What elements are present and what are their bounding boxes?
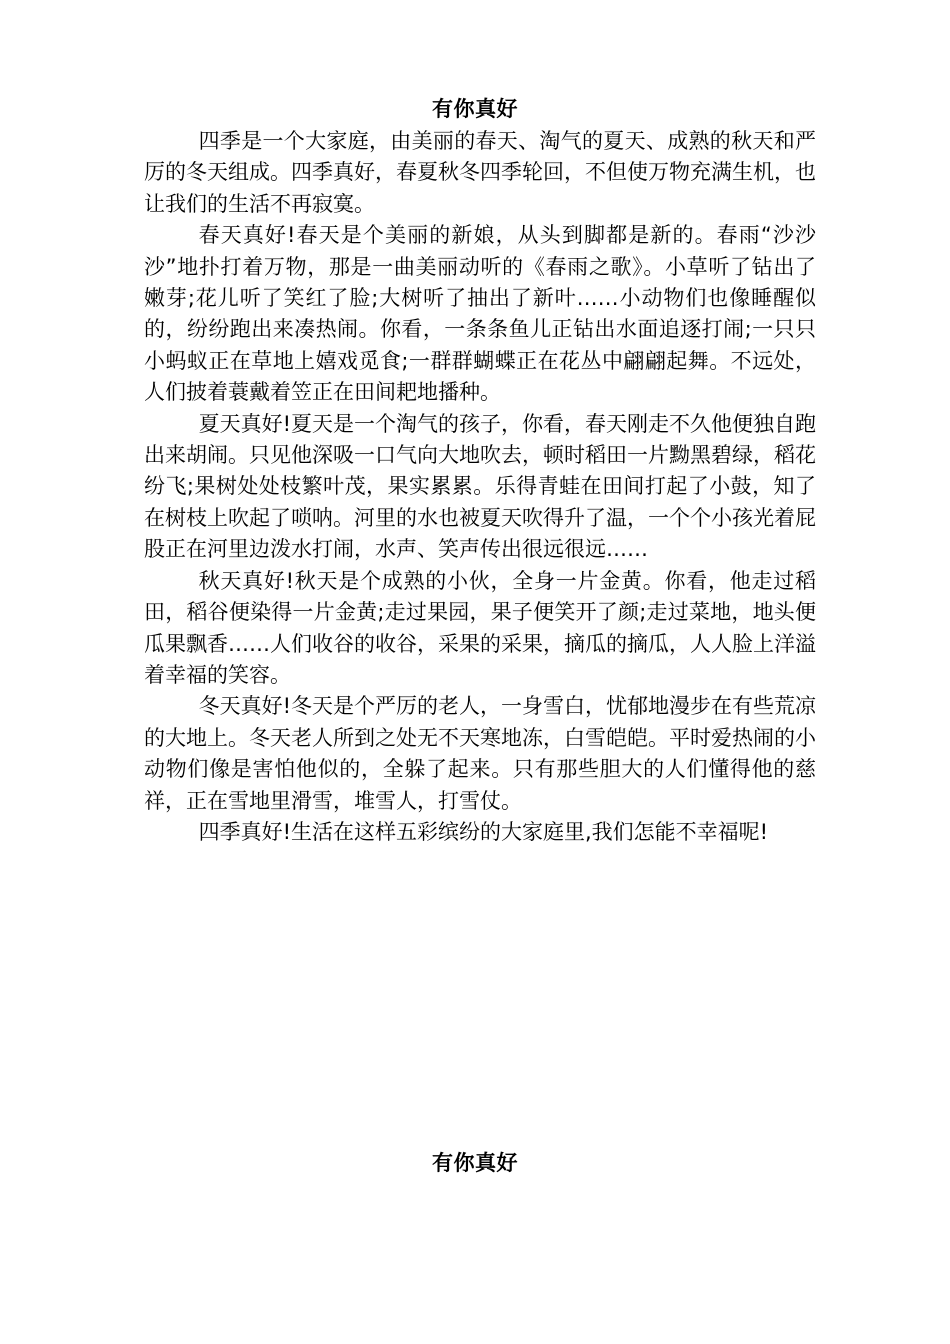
paragraph-spring: 春天真好!春天是个美丽的新娘，从头到脚都是新的。春雨“沙沙沙”地扑打着万物，那是一曲美丽动听的《春雨之歌》。小草听了钻出了嫩芽;花儿听了笑红了脸;大树听了抽出了新叶……小动物们也像睡醒似的，纷纷跑出来凑热闹。你看，一条条鱼儿正钻出水面追逐打闹;一只只小蚂蚁正在草地上嬉戏觅食;一群群蝴蝶正在花丛中翩翩起舞。不远处，人们披着蓑戴着笠正在田间耙地播种。 [144, 223, 816, 405]
paragraph-summer: 夏天真好!夏天是一个淘气的孩子，你看，春天刚走不久他便独自跑出来胡闹。只见他深吸一口气向大地吹去，顿时稻田一片黝黑碧绿，稻花纷飞;果树处处枝繁叶茂，果实累累。乐得青蛙在田间打起了小鼓，知了在树枝上吹起了唢呐。河里的水也被夏天吹得升了温，一个个小孩光着屁股正在河里边泼水打闹，水声、笑声传出很远很远…… [144, 411, 817, 562]
paragraph-winter: 冬天真好!冬天是个严厉的老人，一身雪白，忧郁地漫步在有些荒凉的大地上。冬天老人所到之处无不天寒地冻，白雪皑皑。平时爱热闹的小动物们像是害怕他似的，全躲了起来。只有那些胆大的人们懂得他的慈祥，正在雪地里滑雪，堆雪人，打雪仗。 [144, 694, 817, 813]
document-title: 有你真好 [432, 97, 518, 121]
next-page-title: 有你真好 [432, 1151, 518, 1175]
document-body [144, 126, 816, 848]
paragraph-intro: 四季是一个大家庭，由美丽的春天、淘气的夏天、成熟的秋天和严厉的冬天组成。四季真好，春夏秋冬四季轮回，不但使万物充满生机，也让我们的生活不再寂寞。 [144, 129, 816, 216]
paragraph-conclusion: 四季真好!生活在这样五彩缤纷的大家庭里,我们怎能不幸福呢! [198, 819, 769, 844]
paragraph-autumn: 秋天真好!秋天是个成熟的小伙，全身一片金黄。你看，他走过稻田，稻谷便染得一片金黄;走过果园，果子便笑开了颜;走过菜地，地头便瓜果飘香……人们收谷的收谷，采果的采果，摘瓜的摘瓜，人人脸上洋溢着幸福的笑容。 [144, 568, 816, 687]
